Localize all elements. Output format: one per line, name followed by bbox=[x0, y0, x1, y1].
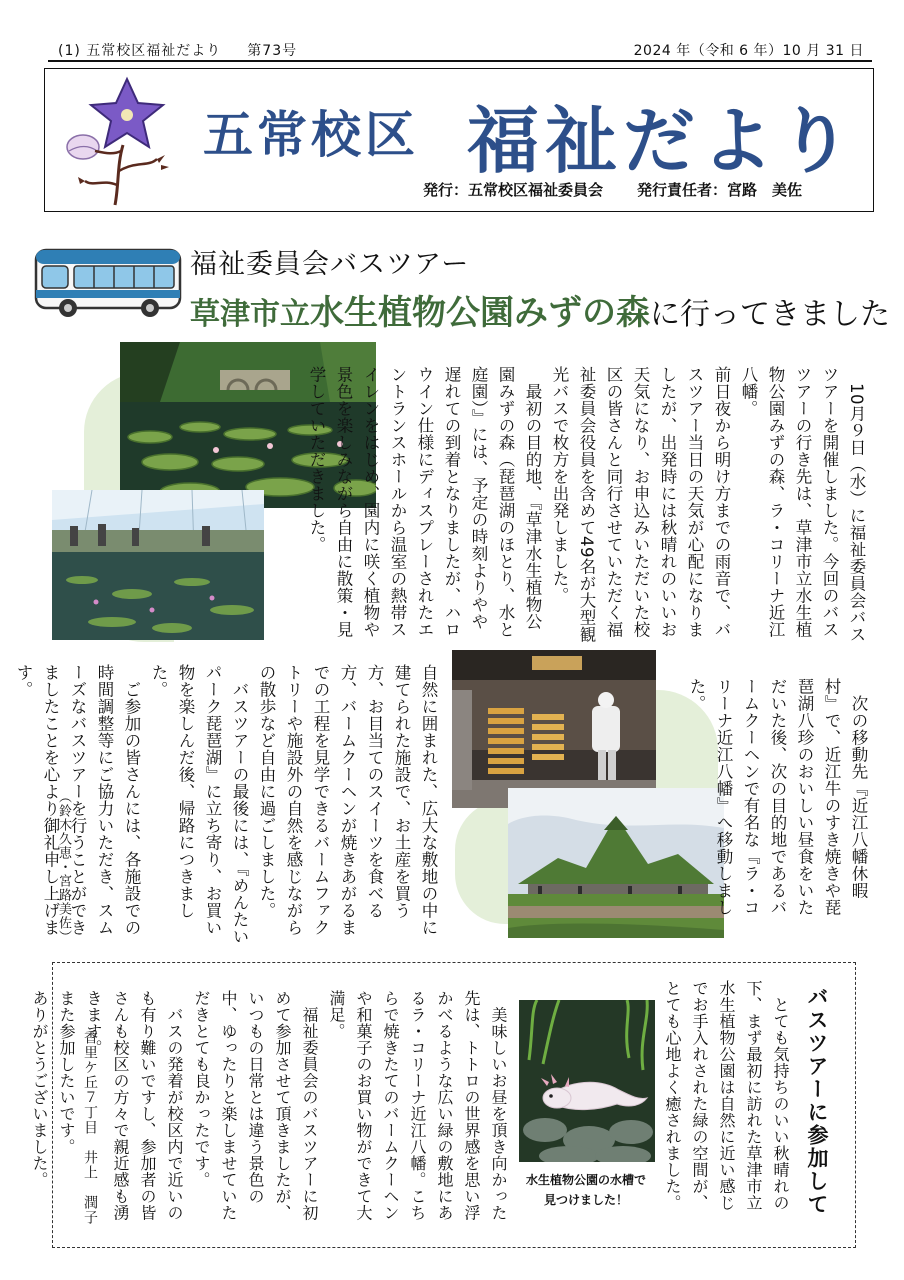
headline-pre: 草津市立 bbox=[190, 297, 310, 332]
page-label: (1) 五常校区福祉だより bbox=[58, 43, 222, 59]
editor: 発行責任者：宮路 美佐 bbox=[637, 181, 803, 199]
masthead-district: 五常校区 bbox=[203, 106, 419, 164]
article-subtitle: 福祉委員会バスツアー bbox=[190, 249, 470, 280]
impressions-text-b: 美味しいお昼を頂き向かった先は、トトロの世界感を思い浮かべるような広い緑の敷地にあるラ・コリーナ近江八幡。こちらで焼きたてのバームクーヘンや和菓子のお買い物ができて大満足。 福祉委員会のバスツアーに初めて参加させて頂きましたが、いつもの日常とは違う景色の中、ゆったりと楽しませていただきとても良かったです。 バスの発着が校区内で近いのも有り難いですし、参加者の皆さんも校区の方々で親近感も湧きます。 また参加したいです。 ありがとうございました。 bbox=[30, 990, 508, 1221]
header-rule bbox=[48, 60, 872, 62]
headline-main: 水生植物公園みずの森 bbox=[310, 293, 650, 333]
issue-date: 2024 年（令和 6 年）10 月 31 日 bbox=[633, 43, 864, 59]
article-text-1: 10月９日（水）に福祉委員会バスツアーを開催しました。今回のバスツアーの行き先は、草津市立水生植物公園みずの森、ラ・コリーナ近江八幡。 前日夜から明け方までの雨音で、バスツアー当日の天気が心配になりましたが、出発時には秋晴れのいいお天気になり、お申込みいただいた校区の皆さんと同行させていただく福祉委員会役員を含めて49名が大型観光バスで枚方を出発しました。 最初の目的地、『草津水生植物公園みずの森（琵琶湖のほとり、水と庭園）』には、予定の時刻よりやや遅れての到着となりましたが、ハロウイン仕様にディスプレーされたエントランスホールから温室の熱帯スイレンをはじめ、園内に咲く植物や景色を楽しみながら自由に散策・見学していただきました。 bbox=[307, 366, 866, 643]
article-column-3 bbox=[14, 664, 442, 950]
impressions-title: バスツアーに参加して bbox=[805, 986, 829, 1216]
masthead-publisher bbox=[423, 179, 836, 200]
baumkuchen-factory-photo bbox=[452, 650, 656, 808]
bus-icon bbox=[34, 246, 184, 320]
issue-number: 第73号 bbox=[247, 43, 298, 59]
article-text-2: 次の移動先『近江八幡休暇村』で、近江牛のすき焼きや琵琶湖八珍のおいしい昼食をいただいた後、次の目的地であるバームクーヘンで有名な『ラ・コリーナ近江八幡』へ移動しました。 bbox=[687, 678, 868, 916]
impressions-author: 香里ケ丘７丁目 井上 潤子 bbox=[82, 1030, 98, 1225]
article-credit: （鈴木久恵・宮路美佐） bbox=[56, 790, 71, 944]
headline-post: に行ってきました bbox=[650, 297, 890, 332]
page-meta bbox=[58, 40, 323, 60]
article-column-2 bbox=[687, 678, 872, 923]
photo-caption bbox=[516, 1170, 656, 1210]
masthead-title: 福祉だより bbox=[467, 99, 858, 183]
impressions-text-a: とても気持ちのいい秋晴れの下、まず最初に訪れた草津市立水生植物公園は自然に近い感じでお手入れされた緑の空間が、とても心地よく癒されました。 bbox=[663, 980, 790, 1211]
article-headline bbox=[190, 285, 890, 334]
article-column-1 bbox=[307, 366, 870, 646]
caption-line-1: 水生植物公園の水槽で bbox=[525, 1173, 646, 1187]
masthead bbox=[44, 68, 874, 212]
caption-line-2: 見つけました！ bbox=[543, 1193, 628, 1207]
bellflower-icon bbox=[57, 75, 177, 209]
decor-leaf bbox=[455, 800, 515, 924]
impressions-column-a bbox=[660, 980, 794, 1225]
publisher: 発行：五常校区福祉委員会 bbox=[423, 181, 604, 199]
greenhouse-pond-photo bbox=[52, 490, 264, 640]
article-text-3: 自然に囲まれた、広大な敷地の中に建てられた施設で、お土産を買う方、お目当てのスイーツを食べる方、バームクーヘンが焼きあがるまでの工程を見学できるバームファクトリーや施設外の自然を感じながらの散歩など自由に過ごしました。 バスツアーの最後には、『めんたいパーク琵琶湖』に立ち寄り、お買い物を楽しんだ後、帰路につきました。 ご参加の皆さんには、各施設での時間調整等にご協力いただき、スムーズなバスツアーを行うことができましたことを心より御礼申し上げます。 bbox=[14, 664, 438, 945]
